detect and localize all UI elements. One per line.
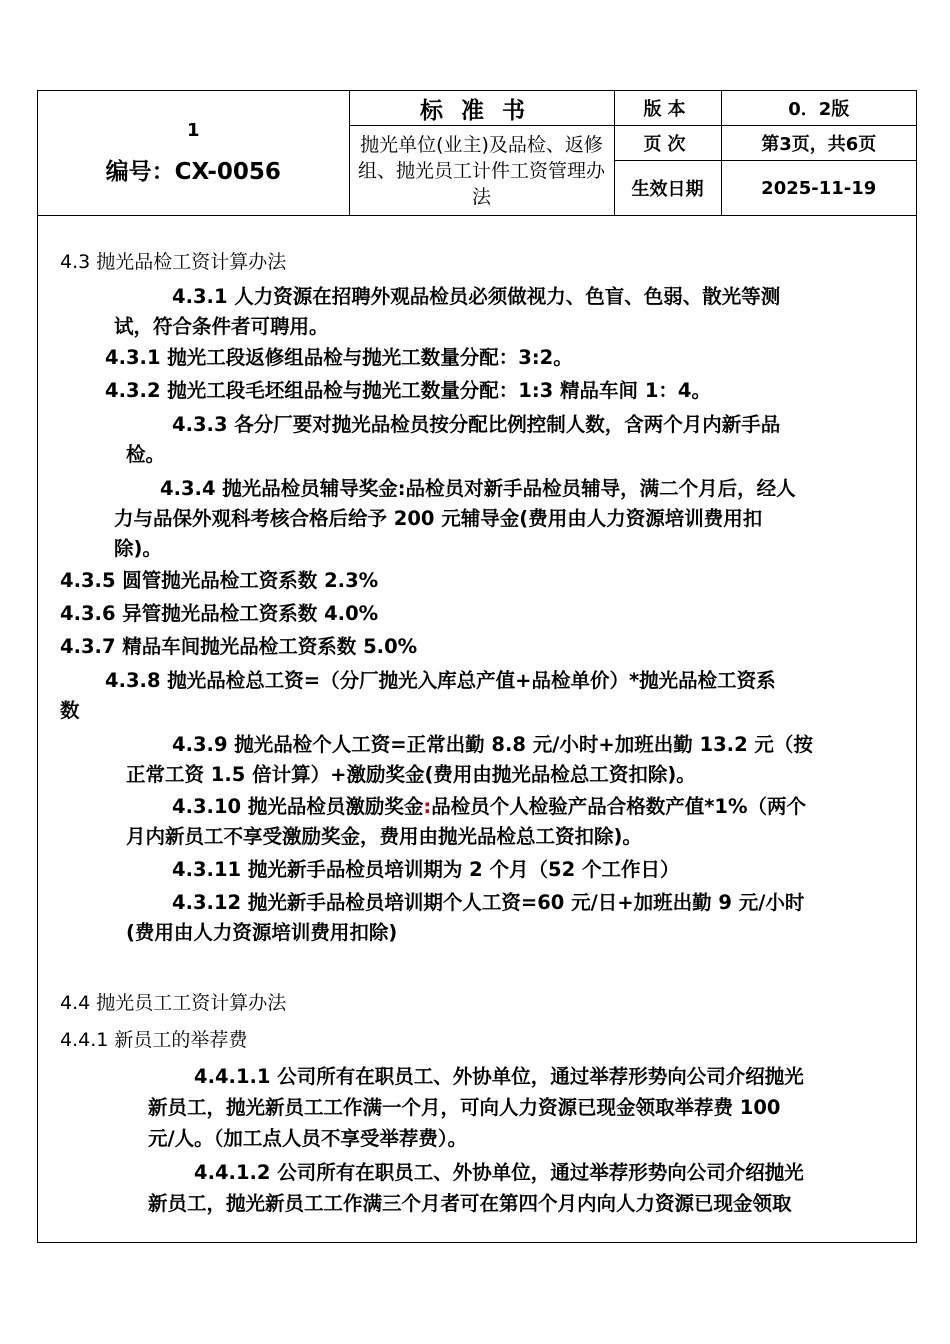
paragraph: (费用由人力资源培训费用扣除) — [126, 921, 398, 944]
paragraph: 除)。 — [114, 537, 162, 560]
paragraph: 4.3.1 抛光工段返修组品检与抛光工数量分配：3:2。 — [105, 346, 573, 369]
paragraph: 4.3.6 异管抛光品检工资系数 4.0% — [60, 602, 379, 625]
page-value: 第3页，共6页 — [721, 126, 916, 161]
paragraph: 4.4.1.2 公司所有在职员工、外协单位，通过举荐形势向公司介绍抛光 — [194, 1161, 804, 1184]
paragraph: 4.3.4 抛光品检员辅导奖金:品检员对新手品检员辅导，满二个月后，经人 — [160, 477, 796, 500]
header-table — [38, 91, 916, 216]
standard-title: 标准书 — [349, 91, 614, 126]
paragraph: 4.3.2 抛光工段毛坯组品检与抛光工数量分配：1:3 精品车间 1：4。 — [105, 379, 711, 402]
paragraph-text: 品检员个人检验产品合格数产值*1%（两个 — [431, 795, 807, 818]
effective-date-value: 2025-11-19 — [721, 161, 916, 216]
subsection-heading: 4.4.1 新员工的举荐费 — [60, 1029, 248, 1051]
paragraph: 4.3.11 抛光新手品检员培训期为 2 个月（52 个工作日） — [172, 858, 680, 881]
version-value: 0．2版 — [721, 91, 916, 126]
paragraph: 4.3.5 圆管抛光品检工资系数 2.3% — [60, 569, 379, 592]
paragraph: 数 — [60, 699, 80, 722]
section-heading: 4.3 抛光品检工资计算办法 — [60, 251, 287, 273]
paragraph: 4.3.3 各分厂要对抛光品检员按分配比例控制人数，含两个月内新手品 — [172, 413, 781, 436]
paragraph: 检。 — [126, 443, 166, 466]
paragraph: 4.3.8 抛光品检总工资=（分厂抛光入库总产值+品检单价）*抛光品检工资系 — [105, 669, 776, 692]
paragraph: 4.3.9 抛光品检个人工资=正常出勤 8.8 元/小时+加班出勤 13.2 元（按 — [172, 733, 813, 756]
paragraph-text: 4.3.10 抛光品检员激励奖金 — [172, 795, 424, 818]
doc-code-cell — [38, 91, 349, 216]
paragraph: 元/人。（加工点人员不享受举荐费）。 — [148, 1127, 468, 1150]
paragraph: 4.3.7 精品车间抛光品检工资系数 5.0% — [60, 635, 418, 658]
section-heading: 4.4 抛光员工工资计算办法 — [60, 992, 287, 1014]
page-number: 1 — [186, 120, 200, 141]
effective-date-label: 生效日期 — [614, 161, 721, 216]
document-subtitle: 抛光单位(业主)及品检、返修组、抛光员工计件工资管理办法 — [349, 126, 614, 216]
paragraph: 力与品保外观科考核合格后给予 200 元辅导金(费用由人力资源培训费用扣 — [114, 507, 763, 530]
highlighted-colon: : — [423, 795, 432, 818]
paragraph: 新员工，抛光新员工工作满三个月者可在第四个月内向人力资源已现金领取 — [148, 1192, 792, 1215]
page-label: 页次 — [614, 126, 721, 161]
paragraph: 试，符合条件者可聘用。 — [114, 315, 329, 338]
paragraph: 4.3.1 人力资源在招聘外观品检员必须做视力、色盲、色弱、散光等测 — [172, 285, 781, 308]
version-label: 版本 — [614, 91, 721, 126]
paragraph: 4.4.1.1 公司所有在职员工、外协单位，通过举荐形势向公司介绍抛光 — [194, 1065, 804, 1088]
paragraph: 正常工资 1.5 倍计算）+激励奖金(费用由抛光品检总工资扣除)。 — [126, 763, 696, 786]
paragraph: 新员工，抛光新员工工作满一个月，可向人力资源已现金领取举荐费 100 — [148, 1096, 781, 1119]
doc-code: 编号：CX-0056 — [105, 159, 281, 185]
paragraph — [172, 792, 806, 822]
paragraph: 月内新员工不享受激励奖金，费用由抛光品检总工资扣除)。 — [126, 825, 642, 848]
paragraph: 4.3.12 抛光新手品检员培训期个人工资=60 元/日+加班出勤 9 元/小时 — [172, 891, 805, 914]
